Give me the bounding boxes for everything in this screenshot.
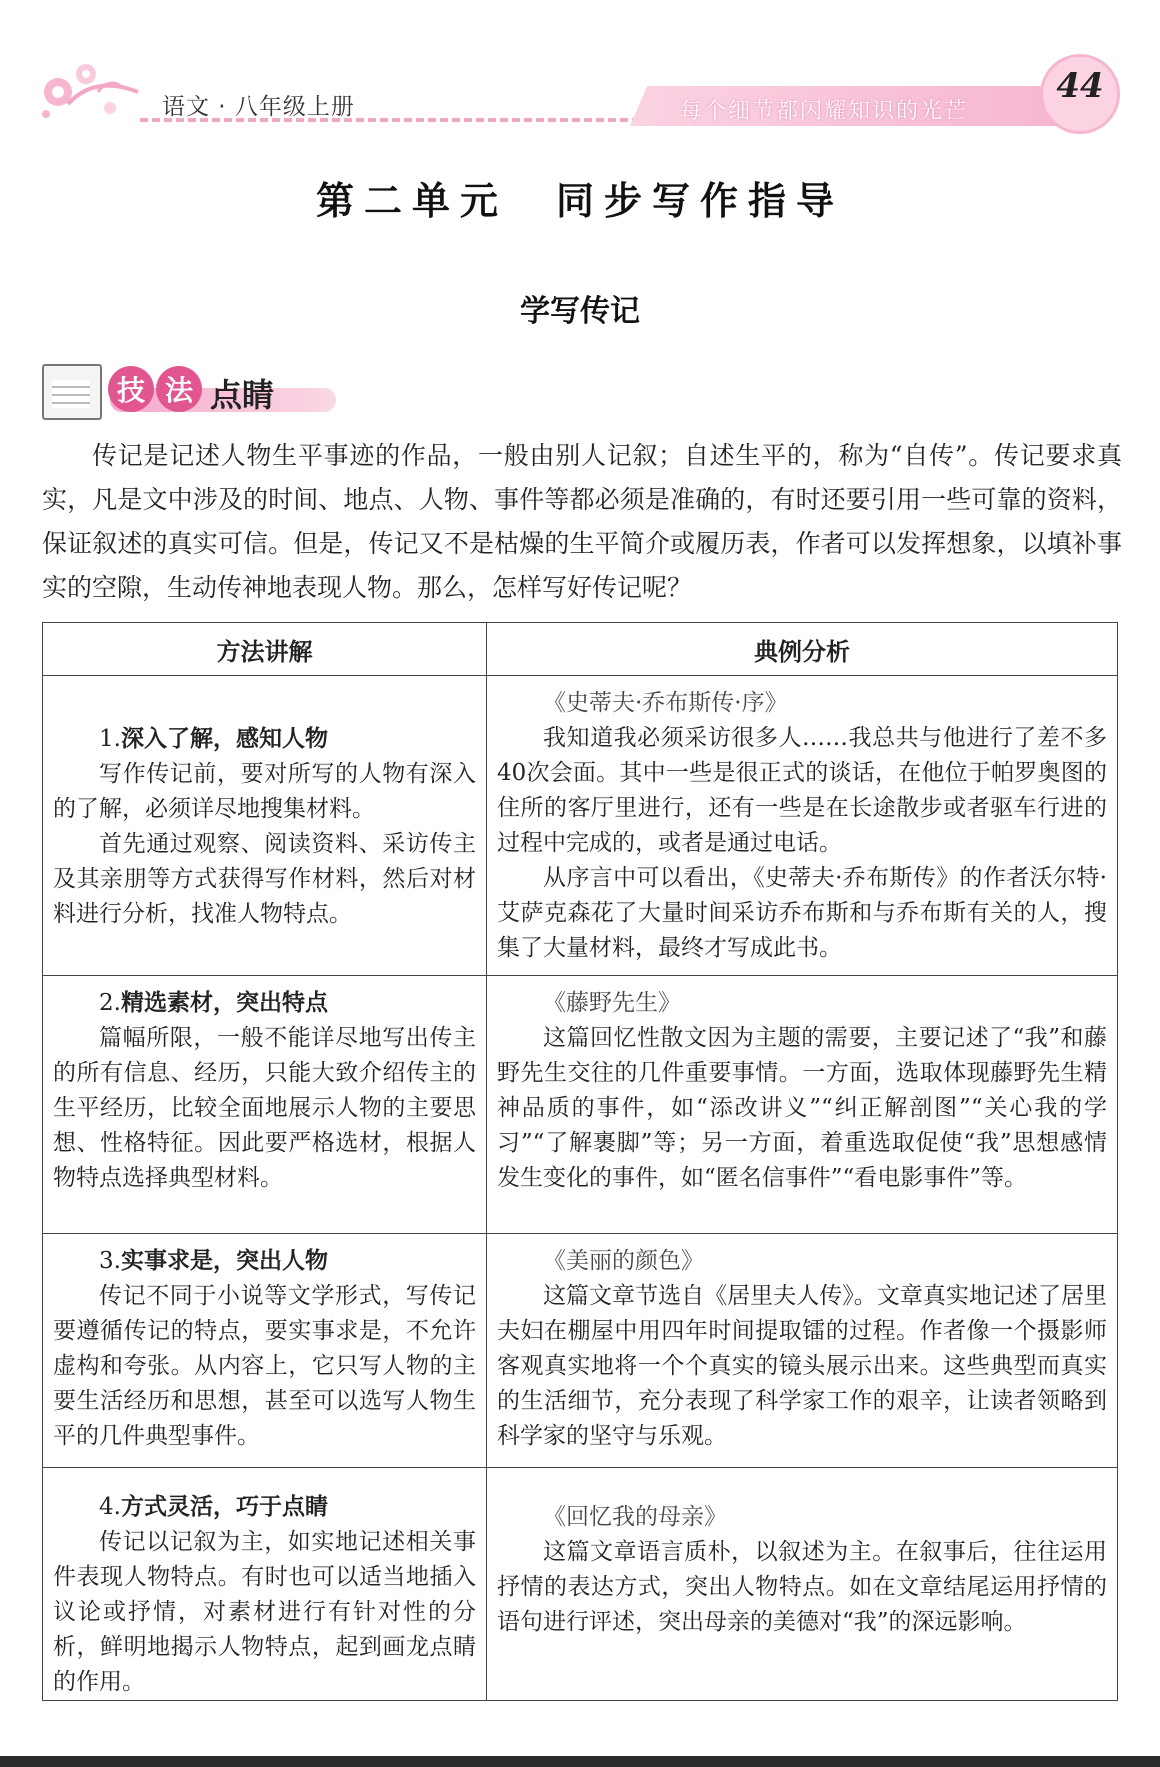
methods-table	[42, 622, 1118, 1701]
page-number: 44	[1056, 66, 1104, 106]
method-title: 3.实事求是，突出人物	[99, 1248, 328, 1274]
notepad-lines	[52, 380, 90, 408]
example-title: 《史蒂夫·乔布斯传·序》	[543, 690, 788, 716]
badge-text: 点睛	[210, 376, 275, 414]
method-cell	[43, 976, 487, 1234]
example-paragraph: 从序言中可以看出，《史蒂夫·乔布斯传》的作者沃尔特·艾萨克森花了大量时间采访乔布斯和与乔布斯有关的人，搜集了大量材料，最终才写成此书。	[497, 865, 1107, 961]
badge-char-2: 法	[156, 366, 202, 412]
example-cell	[487, 1234, 1118, 1468]
example-paragraph: 这篇文章节选自《居里夫人传》。文章真实地记述了居里夫妇在棚屋中用四年时间提取镭的过程。作者像一个摄影师客观真实地将一个个真实的镜头展示出来。这些典型而真实的生活细节，充分表现了科学家工作的艰辛，让读者领略到科学家的坚守与乐观。	[497, 1283, 1107, 1449]
example-cell	[487, 976, 1118, 1234]
example-paragraph: 这篇回忆性散文因为主题的需要，主要记述了“我”和藤野先生交往的几件重要事情。一方面，选取体现藤野先生精神品质的事件，如“添改讲义”“纠正解剖图”“关心我的学习”“了解裹脚”等；另一方面，着重选取促使“我”思想感情发生变化的事件，如“匿名信事件”“看电影事件”等。	[497, 1025, 1107, 1191]
method-title: 1.深入了解，感知人物	[99, 726, 328, 752]
book-title: 语文 · 八年级上册	[162, 94, 355, 120]
notepad-icon	[42, 364, 102, 420]
example-title: 《藤野先生》	[543, 990, 681, 1016]
section-badge	[40, 360, 360, 420]
example-title: 《回忆我的母亲》	[543, 1504, 727, 1530]
floral-ornament-icon	[38, 52, 148, 124]
example-cell	[487, 1468, 1118, 1701]
intro-paragraph: 传记是记述人物生平事迹的作品，一般由别人记叙；自述生平的，称为“自传”。传记要求真实，凡是文中涉及的时间、地点、人物、事件等都必须是准确的，有时还要引用一些可靠的资料，保证叙述的真实可信。但是，传记又不是枯燥的生平简介或履历表，作者可以发挥想象，以填补事实的空隙，生动传神地表现人物。那么，怎样写好传记呢？	[42, 441, 1122, 602]
method-paragraph: 传记以记叙为主，如实地记述相关事件表现人物特点。有时也可以适当地插入议论或抒情，对素材进行有针对性的分析，鲜明地揭示人物特点，起到画龙点睛的作用。	[53, 1529, 476, 1695]
method-paragraph: 传记不同于小说等文学形式，写传记要遵循传记的特点，要实事求是，不允许虚构和夸张。从内容上，它只写人物的主要生活经历和思想，甚至可以选写人物生平的几件典型事件。	[53, 1283, 476, 1449]
table-row	[43, 1234, 1118, 1468]
example-paragraph: 我知道我必须采访很多人……我总共与他进行了差不多40次会面。其中一些是很正式的谈话，在他位于帕罗奥图的住所的客厅里进行，还有一些是在长途散步或者驱车行进的过程中完成的，或者是通过电话。	[497, 725, 1107, 856]
method-cell	[43, 676, 487, 976]
badge-char-1: 技	[108, 366, 154, 412]
table-row	[43, 1468, 1118, 1701]
example-paragraph: 这篇文章语言质朴，以叙述为主。在叙事后，往往运用抒情的表达方式，突出人物特点。如在文章结尾运用抒情的语句进行评述，突出母亲的美德对“我”的深远影响。	[497, 1539, 1107, 1635]
page-header	[0, 0, 1160, 140]
example-title: 《美丽的颜色》	[543, 1248, 704, 1274]
method-paragraph: 篇幅所限，一般不能详尽地写出传主的所有信息、经历，只能大致介绍传主的生平经历，比较全面地展示人物的主要思想、性格特征。因此要严格选材，根据人物特点选择典型材料。	[53, 1025, 476, 1191]
lesson-title: 学写传记	[520, 294, 640, 329]
method-paragraph: 写作传记前，要对所写的人物有深入的了解，必须详尽地搜集材料。	[53, 761, 476, 822]
slogan-text: 每个细节都闪耀知识的光芒	[680, 99, 969, 124]
example-cell	[487, 676, 1118, 976]
method-title: 4.方式灵活，巧于点睛	[99, 1494, 328, 1520]
table-row	[43, 676, 1118, 976]
method-cell	[43, 1234, 487, 1468]
bottom-edge-bar	[0, 1756, 1160, 1767]
table-row	[43, 976, 1118, 1234]
header-examples: 典例分析	[487, 623, 1118, 676]
method-paragraph: 首先通过观察、阅读资料、采访传主及其亲朋等方式获得写作材料，然后对材料进行分析，找准人物特点。	[53, 831, 476, 927]
header-methods: 方法讲解	[43, 623, 487, 676]
method-cell	[43, 1468, 487, 1701]
header-dashed-divider	[140, 118, 640, 122]
table-header-row	[43, 623, 1118, 676]
method-title: 2.精选素材，突出特点	[99, 990, 328, 1016]
unit-title: 第二单元 同步写作指导	[315, 178, 844, 223]
